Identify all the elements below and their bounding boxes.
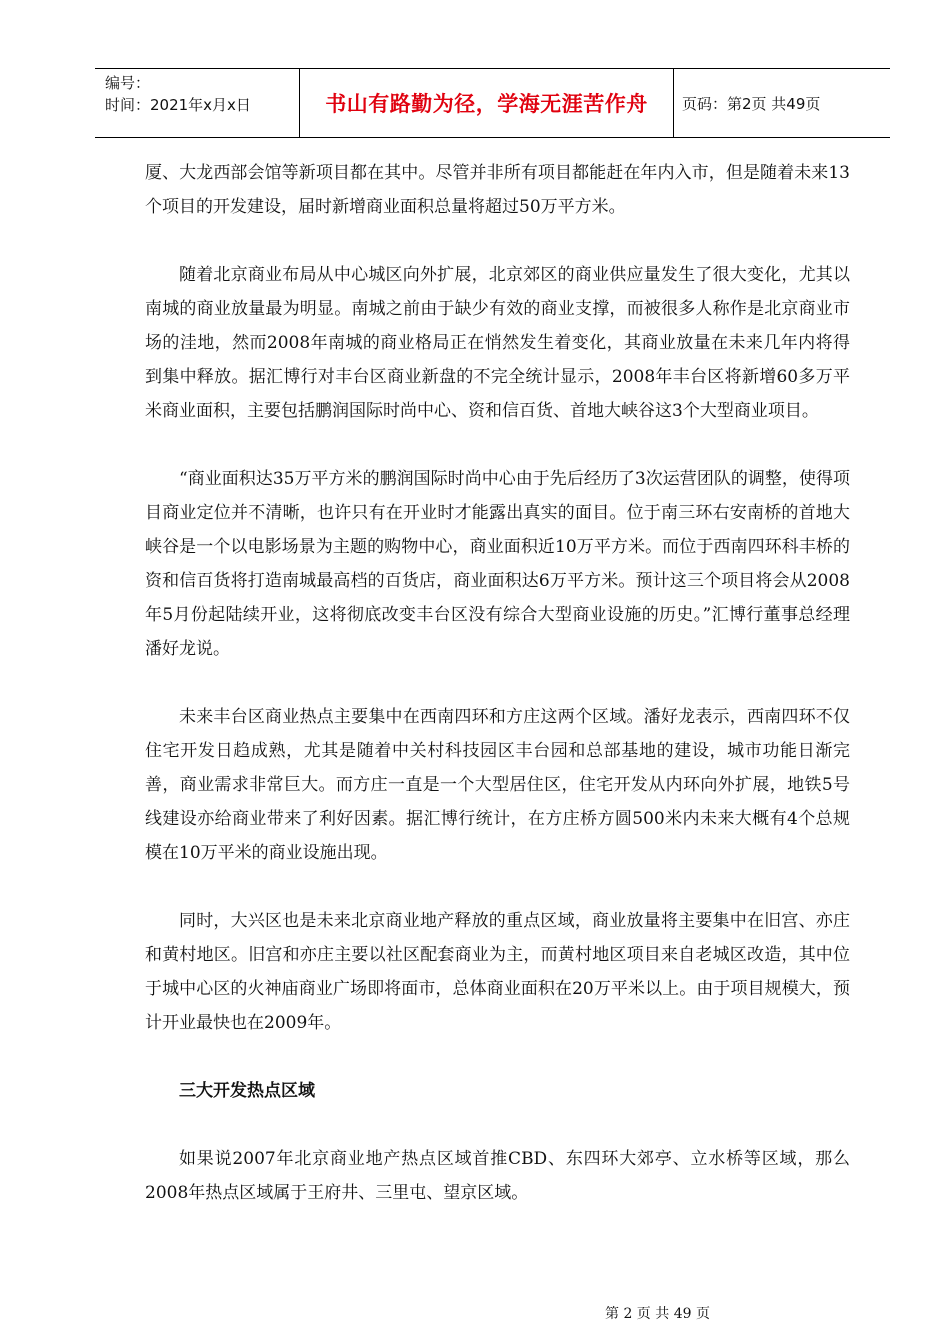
document-number-label: 编号： [105, 74, 151, 92]
paragraph-south-city: 随着北京商业布局从中心城区向外扩展，北京郊区的商业供应量发生了很大变化，尤其以南城的商业放量最为明显。南城之前由于缺少有效的商业支撑，而被很多人称作是北京商业市场的洼地，然而2008年南城的商业格局正在悄然发生着变化，其商业放量在未来几年内将得到集中释放。据汇博行对丰台区商业新盘的不完全统计显示，2008年丰台区将新增60多万平米商业面积，主要包括鹏润国际时尚中心、资和信百货、首地大峡谷这3个大型商业项目。 [145, 265, 850, 421]
paragraph-quote: “商业面积达35万平方米的鹏润国际时尚中心由于先后经历了3次运营团队的调整，使得项目商业定位并不清晰，也许只有在开业时才能露出真实的面目。位于南三环右安南桥的首地大峡谷是一个以电影场景为主题的购物中心，商业面积近10万平方米。而位于西南四环科丰桥的资和信百货将打造南城最高档的百货店，商业面积达6万平方米。预计这三个项目将会从2008年5月份起陆续开业，这将彻底改变丰台区没有综合大型商业设施的历史。”汇博行董事总经理潘好龙说。 [145, 469, 850, 659]
document-body [145, 156, 850, 1210]
paragraph-daxing: 同时，大兴区也是未来北京商业地产释放的重点区域，商业放量将主要集中在旧宫、亦庄和黄村地区。旧宫和亦庄主要以社区配套商业为主，而黄村地区项目来自老城区改造，其中位于城中心区的火神庙商业广场即将面市，总体商业面积在20万平米以上。由于项目规模大，预计开业最快也在2009年。 [145, 911, 850, 1033]
paragraph-fengtai-hotspots: 未来丰台区商业热点主要集中在西南四环和方庄这两个区域。潘好龙表示，西南四环不仅住宅开发日趋成熟，尤其是随着中关村科技园区丰台园和总部基地的建设，城市功能日渐完善，商业需求非常巨大。而方庄一直是一个大型居住区，住宅开发从内环向外扩展，地铁5号线建设亦给商业带来了利好因素。据汇博行统计，在方庄桥方圆500米内未来大概有4个总规模在10万平米的商业设施出现。 [145, 707, 850, 863]
header-meta [95, 69, 300, 137]
document-time-label: 时间：2021年x月x日 [105, 96, 251, 114]
section-heading: 三大开发热点区域 [179, 1081, 315, 1101]
paragraph-continued: 厦、大龙西部会馆等新项目都在其中。尽管并非所有项目都能赶在年内入市，但是随着未来13个项目的开发建设，届时新增商业面积总量将超过50万平方米。 [145, 163, 850, 217]
header-motto: 书山有路勤为径，学海无涯苦作舟 [300, 69, 674, 137]
header-page-info: 页码：第2页 共49页 [682, 94, 821, 113]
page-footer: 第 2 页 共 49 页 [605, 1306, 710, 1322]
page-header [95, 68, 890, 138]
paragraph-hot-areas: 如果说2007年北京商业地产热点区域首推CBD、东四环大郊亭、立水桥等区域，那么2008年热点区域属于王府井、三里屯、望京区域。 [145, 1149, 850, 1203]
